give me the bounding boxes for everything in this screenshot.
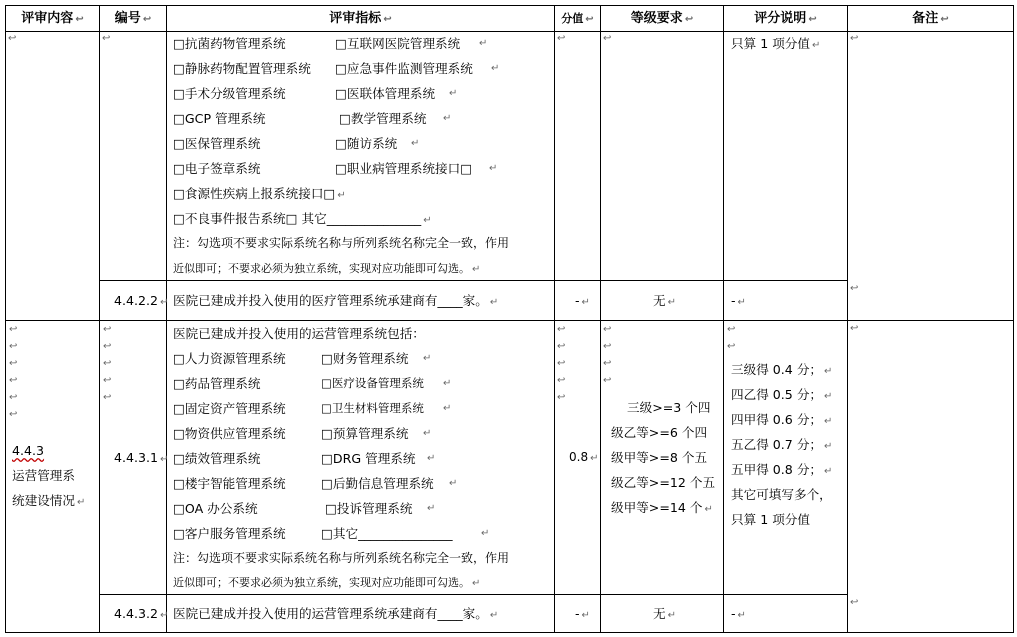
row-4432-score: - ↵: [575, 606, 590, 621]
section1-explain: 只算 1 项分值 ↵: [731, 36, 821, 51]
row-4422-number: 4.4.2.2 ↵: [114, 293, 169, 308]
row-4432-indicator: 医院已建成并投入使用的运营管理系统承建商有____家。 ↵: [173, 606, 499, 621]
section2-explain: ↩ ↩ 三级得 0.4 分； ↵ 四乙得 0.5 分； ↵ 四甲得 0.6 分； ↵ 五乙得 0.7 分； ↵ 五甲得 0.8 分； ↵ 其它可填写多个， 只算 1 项分值: [727, 324, 833, 527]
row-4422-indicator: 医院已建成并投入使用的医疗管理系统承建商有____家。 ↵: [173, 293, 499, 308]
header-content: 评审内容 ↩: [21, 11, 84, 26]
header-score: 分值 ↩: [561, 12, 594, 25]
header-level: 等级要求 ↩: [630, 11, 694, 26]
section2-score: ↩ ↩ ↩ ↩ ↩ 0.8 ↵: [557, 324, 599, 464]
section2-indicator: 医院已建成并投入使用的运营管理系统包括： □人力资源管理系统 □财务管理系统 ↵ □药品管理系统 □医疗设备管理系统 ↵ □固定资产管理系统 □卫生材料管理系统 ↵ □物资供应管理系统 □预算管理系统 ↵ □绩效管理系统 □DRG 管理系统 ↵ □楼宇智能管理系统 □后勤信息管理系统 ↵ □OA 办公系统 □投诉管理系统 ↵ □客户服务管理系统 □其它_______________ ↵ 注：勾选项不要求实际系统名称与所列系统名称完全一致，作用 近似即可；不要求必须为独立系统，实现对应功能即可勾选。 ↵: [173, 326, 510, 589]
header-indicator: 评审指标 ↩: [329, 11, 392, 26]
header-explain: 评分说明 ↩: [754, 11, 817, 26]
header-remark: 备注 ↩: [912, 11, 949, 26]
row-4432-explain: - ↵: [731, 606, 746, 621]
section2-number: ↩ ↩ ↩ ↩ ↩ 4.4.3.1 ↵: [103, 324, 169, 465]
cell-mark: ↩: [850, 597, 859, 608]
cell-mark: ↩: [850, 33, 859, 44]
section1-indicator: □抗菌药物管理系统 □互联网医院管理系统 ↵ □静脉药物配置管理系统 □应急事件监测管理系统 ↵ □手术分级管理系统 □医联体管理系统 ↵ □GCP 管理系统 □教学管理系统 ↵ □医保管理系统 □随访系统 ↵ □电子签章系统 □职业病管理系统接口□ ↵ □食源性疾病上报系统接口□ ↵ □不良事件报告系统□ 其它_______________ ↵ 注：勾选项不要求实际系统名称与所列系统名称完全一致，作用 近似即可；不要求必须为独立系统，实现对应功能即可勾选。 ↵: [173, 36, 510, 275]
cell-mark: ↩: [102, 33, 111, 44]
header-number: 编号 ↩: [114, 11, 152, 26]
cell-mark: ↩: [850, 323, 859, 334]
cell-mark: ↩: [603, 33, 612, 44]
row-4422-score: - ↵: [575, 293, 590, 308]
section2-level: ↩ ↩ ↩ ↩ 三级>=3 个四 级乙等>=6 个四 级甲等>=8 个五 级乙等>=12 个五 级甲等>=14 个 ↵: [603, 324, 716, 515]
cell-mark: ↩: [850, 283, 859, 294]
row-4422-explain: - ↵: [731, 293, 746, 308]
row-4432-level: 无 ↵: [653, 606, 676, 621]
cell-mark: ↩: [557, 33, 566, 44]
cell-mark: ↩: [8, 33, 17, 44]
row-4422-level: 无 ↵: [653, 293, 676, 308]
row-4432-number: 4.4.3.2 ↵: [114, 606, 169, 621]
section2-content: ↩ ↩ ↩ ↩ ↩ ↩ 4.4.3 运营管理系 统建设情况 ↵: [9, 324, 86, 508]
